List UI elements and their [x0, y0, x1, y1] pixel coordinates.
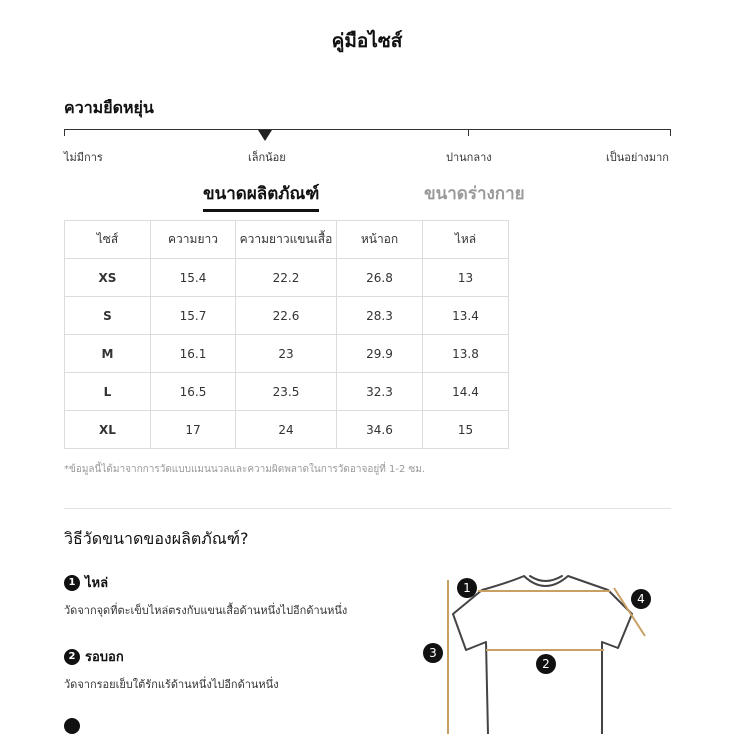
table-row	[65, 297, 509, 335]
section-divider	[64, 508, 671, 509]
column-header: ไหล่	[423, 221, 509, 259]
step-number-badge: 2	[64, 649, 80, 665]
table-cell: 13	[423, 259, 509, 297]
table-cell: 23	[236, 335, 337, 373]
table-cell: 26.8	[337, 259, 423, 297]
table-row	[65, 335, 509, 373]
tab-body-size[interactable]: ขนาดร่างกาย	[424, 184, 525, 204]
table-cell: 16.5	[151, 373, 236, 411]
marker-2-label: 2	[542, 657, 550, 671]
column-header: หน้าอก	[337, 221, 423, 259]
step-shoulder-desc: วัดจากจุดที่ตะเข็บไหล่ตรงกับแขนเสื้อด้านหนึ่งไปอีกด้านหนึ่ง	[64, 604, 348, 617]
tshirt-measurement-diagram	[420, 566, 660, 734]
measurement-note: *ข้อมูลนี้ได้มาจากการวัดแบบแมนนวลและความผิดพลาดในการวัดอาจอยู่ที่ 1-2 ซม.	[64, 464, 426, 475]
table-cell: 24	[236, 411, 337, 449]
table-cell: 13.4	[423, 297, 509, 335]
table-cell: 22.6	[236, 297, 337, 335]
marker-1-label: 1	[463, 581, 471, 595]
table-cell: 15	[423, 411, 509, 449]
table-cell: L	[65, 373, 151, 411]
stretch-label-medium: ปานกลาง	[446, 151, 492, 164]
step-shoulder-title	[64, 572, 108, 593]
stretch-label-slight: เล็กน้อย	[248, 151, 286, 164]
table-cell: 15.4	[151, 259, 236, 297]
table-cell: M	[65, 335, 151, 373]
table-cell: S	[65, 297, 151, 335]
table-cell: 22.2	[236, 259, 337, 297]
table-row	[65, 259, 509, 297]
column-header: ความยาว	[151, 221, 236, 259]
stretch-heading: ความยืดหยุ่น	[64, 98, 154, 117]
how-to-measure-heading: วิธีวัดขนาดของผลิตภัณฑ์?	[64, 529, 249, 548]
step-number-badge	[64, 718, 80, 734]
stretch-marker-icon	[258, 130, 272, 141]
size-table	[64, 220, 509, 449]
table-cell: 17	[151, 411, 236, 449]
tab-product-size[interactable]: ขนาดผลิตภัณฑ์	[203, 180, 319, 212]
page-title: คู่มือไซส์	[331, 30, 403, 52]
stretch-label-none: ไม่มีการ	[64, 151, 103, 164]
stretch-tick	[468, 129, 469, 136]
table-cell: 29.9	[337, 335, 423, 373]
table-cell: 34.6	[337, 411, 423, 449]
table-cell: 14.4	[423, 373, 509, 411]
table-cell: XS	[65, 259, 151, 297]
table-cell: 28.3	[337, 297, 423, 335]
stretch-track	[64, 129, 671, 130]
marker-4-label: 4	[637, 592, 645, 606]
table-row	[65, 411, 509, 449]
stretch-tick	[64, 129, 65, 136]
stretch-label-high: เป็นอย่างมาก	[606, 151, 669, 164]
table-cell: XL	[65, 411, 151, 449]
marker-3-label: 3	[429, 646, 437, 660]
table-header-row	[65, 221, 509, 259]
table-cell: 15.7	[151, 297, 236, 335]
stretch-tick	[670, 129, 671, 136]
step-chest-title	[64, 646, 124, 667]
column-header: ไซส์	[65, 221, 151, 259]
step-number-badge: 1	[64, 575, 80, 591]
column-header: ความยาวแขนเสื้อ	[236, 221, 337, 259]
step-title: รอบอก	[85, 650, 124, 665]
step-chest-desc: วัดจากรอยเย็บใต้รักแร้ด้านหนึ่งไปอีกด้านหนึ่ง	[64, 678, 279, 691]
table-cell: 32.3	[337, 373, 423, 411]
table-cell: 23.5	[236, 373, 337, 411]
step-title: ไหล่	[85, 576, 109, 591]
table-cell: 16.1	[151, 335, 236, 373]
table-row	[65, 373, 509, 411]
table-cell: 13.8	[423, 335, 509, 373]
